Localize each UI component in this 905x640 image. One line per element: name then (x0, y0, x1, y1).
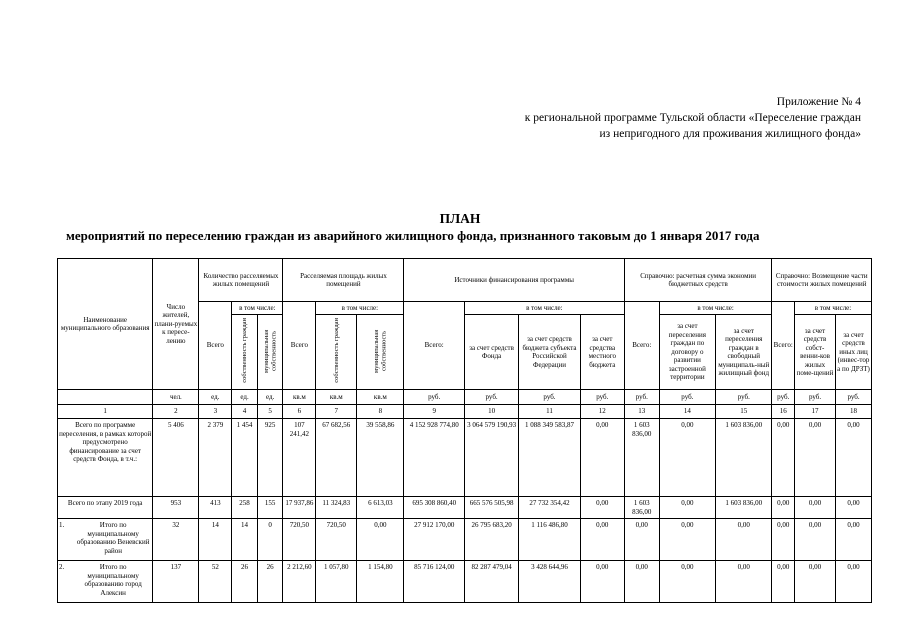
column-number: 14 (659, 405, 715, 419)
column-number: 8 (357, 405, 404, 419)
column-number: 13 (624, 405, 659, 419)
row-name-text: Итого по муниципальному образованию город Алексин (84, 563, 142, 597)
row-name (58, 561, 153, 603)
table-cell: 953 (153, 497, 199, 519)
plan-table (57, 258, 872, 603)
table-cell: 1 603 836,00 (624, 497, 659, 519)
table-cell: 1 603 836,00 (716, 419, 772, 497)
table-cell: 5 406 (153, 419, 199, 497)
table-cell: 14 (199, 519, 232, 561)
column-number: 7 (316, 405, 357, 419)
table-cell: 14 (232, 519, 258, 561)
table-cell: 0,00 (659, 519, 715, 561)
row-name-wrap (59, 563, 151, 597)
table-cell: 3 064 579 190,93 (464, 419, 518, 497)
header-finance-total: Всего: (404, 302, 464, 390)
table-cell: 695 308 860,40 (404, 497, 464, 519)
units-cell: руб. (836, 390, 872, 405)
column-number: 5 (257, 405, 283, 419)
header-row-groups (58, 259, 872, 302)
table-cell: 925 (257, 419, 283, 497)
table-cell: 1 116 486,80 (519, 519, 581, 561)
table-cell: 0 (257, 519, 283, 561)
table-cell: 67 682,56 (316, 419, 357, 497)
header-savings-including: в том числе: (659, 302, 772, 315)
column-number: 2 (153, 405, 199, 419)
header-fund: за счет средств Фонда (464, 315, 518, 390)
units-cell: чел. (153, 390, 199, 405)
table-cell: 0,00 (580, 497, 624, 519)
header-count-municipal-label: муниципальная собственность (262, 329, 278, 373)
appendix-line-1: Приложение № 4 (776, 96, 861, 108)
table-cell: 258 (232, 497, 258, 519)
column-numbers-row (58, 405, 872, 419)
header-area-citizens (316, 315, 357, 390)
table-cell: 85 716 124,00 (404, 561, 464, 603)
table-cell: 0,00 (772, 497, 795, 519)
header-count-municipal (257, 315, 283, 390)
column-number: 9 (404, 405, 464, 419)
column-number: 16 (772, 405, 795, 419)
table-cell: 0,00 (357, 519, 404, 561)
table-cell: 0,00 (795, 497, 836, 519)
header-savings-group: Справочно: расчетная сумма экономии бюджетных средств (624, 259, 772, 302)
table-cell: 27 912 170,00 (404, 519, 464, 561)
column-number: 4 (232, 405, 258, 419)
column-number: 12 (580, 405, 624, 419)
document-title: ПЛАН (439, 211, 481, 226)
table-cell: 26 795 683,20 (464, 519, 518, 561)
units-row (58, 390, 872, 405)
column-number: 6 (283, 405, 316, 419)
header-free-fund: за счет переселения граждан в свободный муниципаль-ный жилищный фонд (716, 315, 772, 390)
table-cell: 0,00 (836, 419, 872, 497)
table-cell: 1 454 (232, 419, 258, 497)
header-area-citizens-label: собственность граждан (332, 318, 340, 384)
units-cell: руб. (519, 390, 581, 405)
table-cell: 27 732 354,42 (519, 497, 581, 519)
table-cell: 32 (153, 519, 199, 561)
table-cell: 52 (199, 561, 232, 603)
row-name (58, 519, 153, 561)
table-cell: 26 (257, 561, 283, 603)
units-cell: руб. (624, 390, 659, 405)
table-cell: 0,00 (659, 419, 715, 497)
table-cell: 0,00 (580, 561, 624, 603)
table-cell: 107 241,42 (283, 419, 316, 497)
table-cell: 0,00 (836, 519, 872, 561)
table-cell: 0,00 (795, 519, 836, 561)
table-cell: 720,50 (316, 519, 357, 561)
table-cell: 413 (199, 497, 232, 519)
header-count-citizens (232, 315, 258, 390)
header-count-group: Количество расселяемых жилых помещений (199, 259, 283, 302)
table-cell: 0,00 (580, 519, 624, 561)
units-cell-empty (58, 390, 153, 405)
table-row-venev (58, 519, 872, 561)
table-cell: 0,00 (659, 497, 715, 519)
table-cell: 3 428 644,96 (519, 561, 581, 603)
appendix-line-2: к региональной программе Тульской области «Переселение граждан (524, 112, 861, 124)
table-row-aleksin (58, 561, 872, 603)
column-number: 18 (836, 405, 872, 419)
header-area-including: в том числе: (316, 302, 404, 315)
column-number: 15 (716, 405, 772, 419)
table-cell: 665 576 505,98 (464, 497, 518, 519)
header-local-budget: за счет средства местного бюджета (580, 315, 624, 390)
table-cell: 2 212,60 (283, 561, 316, 603)
header-name: Наименование муниципального образования (58, 259, 153, 390)
table-cell: 0,00 (772, 419, 795, 497)
table-cell: 0,00 (836, 561, 872, 603)
appendix-line-3: из непригодного для проживания жилищного фонда» (599, 128, 861, 140)
units-cell: руб. (772, 390, 795, 405)
row-name-wrap (59, 521, 151, 555)
table-cell: 720,50 (283, 519, 316, 561)
units-cell: руб. (580, 390, 624, 405)
header-owners: за счет средств собст-венни-ков жилых поме-щений (795, 315, 836, 390)
units-cell: ед. (257, 390, 283, 405)
header-area-group: Расселяемая площадь жилых помещений (283, 259, 404, 302)
header-finance-including: в том числе: (464, 302, 624, 315)
table-cell: 39 558,86 (357, 419, 404, 497)
header-other: за счет средств иных лиц (инвес-тор а по ДРЗТ) (836, 315, 872, 390)
table-cell: 0,00 (772, 561, 795, 603)
table-cell: 1 603 836,00 (716, 497, 772, 519)
table-cell: 6 613,03 (357, 497, 404, 519)
document-subtitle: мероприятий по переселению граждан из аварийного жилищного фонда, признанного таковым до 1 января 2017 года (66, 228, 760, 243)
units-cell: ед. (232, 390, 258, 405)
header-refund-group: Справочно: Возмещение части стоимости жилых помещений (772, 259, 872, 302)
header-finance-group: Источники финансирования программы (404, 259, 624, 302)
row-name-text: Итого по муниципальному образованию Веневский район (76, 521, 150, 555)
units-cell: руб. (659, 390, 715, 405)
table-cell: 137 (153, 561, 199, 603)
table-cell: 0,00 (772, 519, 795, 561)
table-cell: 17 937,86 (283, 497, 316, 519)
table-cell: 1 057,80 (316, 561, 357, 603)
table-cell: 0,00 (795, 561, 836, 603)
table-cell: 26 (232, 561, 258, 603)
table-row-stage-2019 (58, 497, 872, 519)
units-cell: руб. (404, 390, 464, 405)
row-name: Всего по программе переселения, в рамках которой предусмотрено финансирование за счет средств Фонда, в т.ч.: (58, 419, 153, 497)
table-cell: 1 088 349 583,87 (519, 419, 581, 497)
table-cell: 4 152 928 774,80 (404, 419, 464, 497)
table-row-program-total (58, 419, 872, 497)
units-cell: руб. (795, 390, 836, 405)
table-cell: 0,00 (580, 419, 624, 497)
column-number: 17 (795, 405, 836, 419)
appendix-note (525, 94, 861, 142)
table-cell: 0,00 (716, 561, 772, 603)
table-cell: 2 379 (199, 419, 232, 497)
header-count-total: Всего (199, 302, 232, 390)
table-cell: 0,00 (716, 519, 772, 561)
header-residents: Число жителей, плани-руемых к пересе-лению (153, 259, 199, 390)
table-cell: 11 324,83 (316, 497, 357, 519)
table-cell: 1 154,80 (357, 561, 404, 603)
header-area-municipal-label: муниципальная собственность (372, 329, 388, 373)
table-cell: 0,00 (624, 519, 659, 561)
header-area-municipal (357, 315, 404, 390)
header-refund-including: в том числе: (795, 302, 872, 315)
header-contract: за счет переселения граждан по договору о развитии застроенной территории (659, 315, 715, 390)
row-number: 1. (59, 521, 65, 529)
table-cell: 0,00 (795, 419, 836, 497)
row-number: 2. (59, 563, 65, 571)
header-savings-total: Всего: (624, 302, 659, 390)
row-name: Всего по этапу 2019 года (58, 497, 153, 519)
column-number: 10 (464, 405, 518, 419)
table-cell: 0,00 (659, 561, 715, 603)
header-count-including: в том числе: (232, 302, 283, 315)
header-area-total: Всего (283, 302, 316, 390)
table-cell: 1 603 836,00 (624, 419, 659, 497)
column-number: 1 (58, 405, 153, 419)
header-refund-total: Всего: (772, 302, 795, 390)
table-cell: 0,00 (836, 497, 872, 519)
units-cell: кв.м (357, 390, 404, 405)
header-count-citizens-label: собственность граждан (240, 318, 248, 384)
column-number: 3 (199, 405, 232, 419)
units-cell: кв.м (316, 390, 357, 405)
column-number: 11 (519, 405, 581, 419)
units-cell: кв.м (283, 390, 316, 405)
units-cell: руб. (464, 390, 518, 405)
units-cell: ед. (199, 390, 232, 405)
units-cell: руб. (716, 390, 772, 405)
table-cell: 0,00 (624, 561, 659, 603)
table-cell: 155 (257, 497, 283, 519)
header-subject-budget: за счет средств бюджета субъекта Российской Федерации (519, 315, 581, 390)
table-cell: 82 287 479,04 (464, 561, 518, 603)
